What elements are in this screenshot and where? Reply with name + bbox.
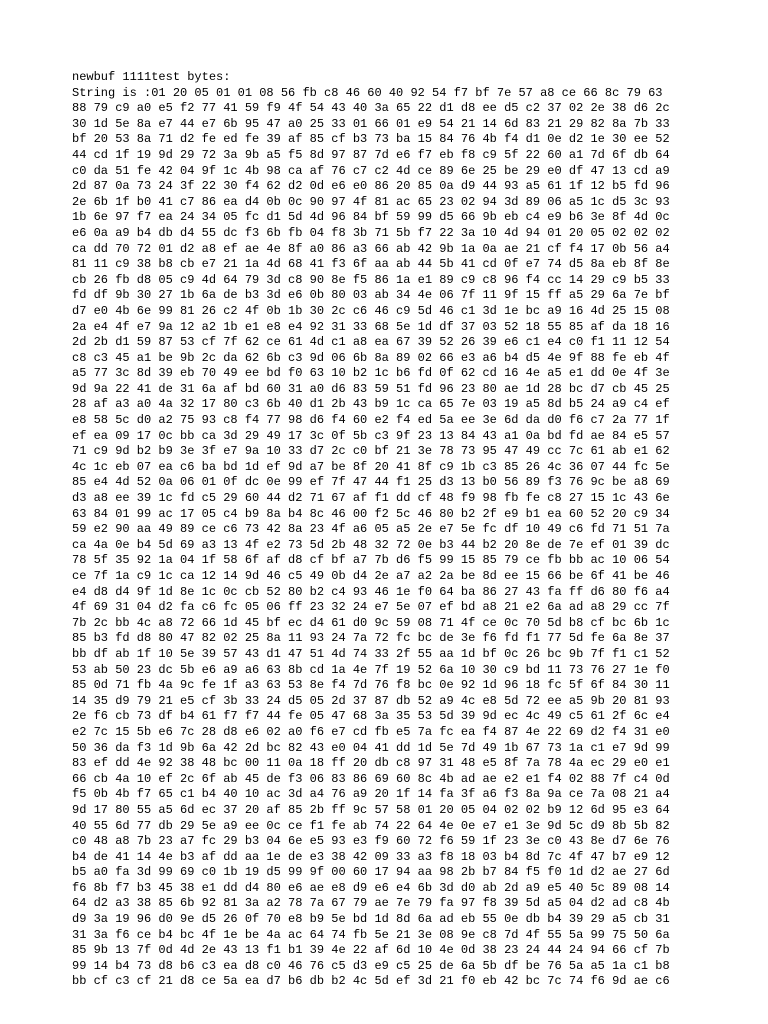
hex-line: 85 e4 4d 52 0a 06 01 0f dc 0e 99 ef 7f 47 44 f1 25 d3 13 b0 56 89 f3 76 9c be a8 69 [72, 475, 670, 490]
hex-line: 2a e4 4f e7 9a 12 a2 1b e1 e8 e4 92 31 33 68 5e 1d df 37 03 52 18 55 85 af da 18 16 [72, 319, 670, 334]
hex-line: 78 5f 35 92 1a 04 1f 58 6f af d8 cf bf a7 7b d6 f5 99 15 85 79 ce fb bb ac 10 06 54 [72, 553, 670, 568]
hex-dump-document [72, 70, 712, 990]
hex-line: 14 35 d9 79 21 e5 cf 3b 33 24 d5 05 2d 37 87 db 52 a9 4c e8 5d 72 ee a5 9b 20 81 93 [72, 693, 670, 708]
hex-line: fd df 9b 30 27 1b 6a de b3 3d e6 0b 80 03 ab 34 4e 06 7f 11 9f 15 ff a5 29 6a 7e bf [72, 288, 670, 303]
hex-line: 40 55 6d 77 db 29 5e a9 ee 0c ce f1 fe ab 74 22 64 4e 0e e7 e1 3e 9d 5c d9 8b 5b 82 [72, 818, 670, 833]
hex-line: 85 0d 71 fb 4a 9c fe 1f a3 63 53 8e f4 7d 76 f8 bc 0e 92 1d 96 18 fc 5f 6f 84 30 11 [72, 678, 670, 693]
hex-line: bf 20 53 8a 71 d2 fe ed fe 39 af 85 cf b3 73 ba 15 84 76 4b f4 d1 0e d2 1e 30 ee 52 [72, 132, 670, 147]
hex-line: a5 77 3c 8d 39 eb 70 49 ee bd f0 63 10 b2 1c b6 fd 0f 62 cd 16 4e a5 e1 dd 0e 4f 3e [72, 366, 670, 381]
hex-line: d7 e0 4b 6e 99 81 26 c2 4f 0b 1b 30 2c c6 46 c9 5d 46 c1 3d 1e bc a9 16 4d 25 15 08 [72, 303, 670, 318]
hex-line: d3 a8 ee 39 1c fd c5 29 60 44 d2 71 67 af f1 dd cf 48 f9 98 fb fe c8 27 15 1c 43 6e [72, 491, 670, 506]
hex-line: 66 cb 4a 10 ef 2c 6f ab 45 de f3 06 83 86 69 60 8c 4b ad ae e2 e1 f4 02 88 7f c4 0d [72, 771, 670, 786]
hex-line: 2d 2b d1 59 87 53 cf 7f 62 ce 61 4d c1 a8 ea 67 39 52 26 39 e6 c1 e4 c0 f1 11 12 54 [72, 335, 670, 350]
hex-line: 30 1d 5e 8a e7 44 e7 6b 95 47 a0 25 33 01 66 01 e9 54 21 14 6d 83 21 29 82 8a 7b 33 [72, 116, 670, 131]
hex-line: d9 3a 19 96 d0 9e d5 26 0f 70 e8 b9 5e bd 1d 8d 6a ad eb 55 0e db b4 39 29 a5 cb 31 [72, 912, 670, 927]
hex-line: e2 7c 15 5b e6 7c 28 d8 e6 02 a0 f6 e7 cd fb e5 7a fc ea f4 87 4e 22 69 d2 f4 31 e0 [72, 724, 670, 739]
hex-line: 7b 2c bb 4c a8 72 66 1d 45 bf ec d4 61 d0 9c 59 08 71 4f ce 0c 70 5d b8 cf bc 6b 1c [72, 615, 670, 630]
hex-line: 50 36 da f3 1d 9b 6a 42 2d bc 82 43 e0 04 41 dd 1d 5e 7d 49 1b 67 73 1a c1 e7 9d 99 [72, 740, 670, 755]
hex-line: ca dd 70 72 01 d2 a8 ef ae 4e 8f a0 86 a3 66 ab 42 9b 1a 0a ae 21 cf f4 17 0b 56 a4 [72, 241, 670, 256]
hex-line: 85 b3 fd d8 80 47 82 02 25 8a 11 93 24 7a 72 fc bc de 3e f6 fd f1 77 5d fe 6a 8e 37 [72, 631, 670, 646]
hex-line: e6 0a a9 b4 db d4 55 dc f3 6b fb 04 f8 3b 71 5b f7 22 3a 10 4d 94 01 20 05 02 02 02 [72, 225, 670, 240]
hex-line: 44 cd 1f 19 9d 29 72 3a 9b a5 f5 8d 97 87 7d e6 f7 eb f8 c9 5f 22 60 a1 7d 6f db 64 [72, 147, 670, 162]
hex-lines-block [72, 101, 712, 990]
hex-line: c0 48 a8 7b 23 a7 fc 29 b3 04 6e e5 93 e3 f9 60 72 f6 59 1f 23 3e c0 43 8e d7 6e 76 [72, 834, 670, 849]
hex-line: bb cf c3 cf 21 d8 ce 5a ea d7 b6 db b2 4c 5d ef 3d 21 f0 eb 42 bc 7c 74 f6 9d ae c6 [72, 974, 670, 989]
hex-line: b5 a0 fa 3d 99 69 c0 1b 19 d5 99 9f 00 60 17 94 aa 98 2b b7 84 f5 f0 1d d2 ae 27 6d [72, 865, 670, 880]
hex-line: b4 de 41 14 4e b3 af dd aa 1e de e3 38 42 09 33 a3 f8 18 03 b4 8d 7c 4f 47 b7 e9 12 [72, 849, 670, 864]
hex-line: 81 11 c9 38 b8 cb e7 21 1a 4d 68 41 f3 6f aa ab 44 5b 41 cd 0f e7 74 d5 8a eb 8f 8e [72, 257, 670, 272]
hex-line: 28 af a3 a0 4a 32 17 80 c3 6b 40 d1 2b 43 b9 1c ca 65 7e 03 19 a5 8d b5 24 a9 c4 ef [72, 397, 670, 412]
hex-line: bb df ab 1f 10 5e 39 57 43 d1 47 51 4d 74 33 2f 55 aa 1d bf 0c 26 bc 9b 7f f1 c1 52 [72, 646, 670, 661]
hex-line: ef ea 09 17 0c bb ca 3d 29 49 17 3c 0f 5b c3 9f 23 13 84 43 a1 0a bd fd ae 84 e5 57 [72, 428, 670, 443]
hex-line: 4c 1c eb 07 ea c6 ba bd 1d ef 9d a7 be 8f 20 41 8f c9 1b c3 85 26 4c 36 07 44 fc 5e [72, 459, 670, 474]
hex-line: 64 d2 a3 38 85 6b 92 81 3a a2 78 7a 67 79 ae 7e 79 fa 97 f8 39 5d a5 04 d2 ad c8 4b [72, 896, 670, 911]
hex-line: 53 ab 50 23 dc 5b e6 a9 a6 63 8b cd 1a 4e 7f 19 52 6a 10 30 c9 bd 11 73 76 27 1e f0 [72, 662, 670, 677]
hex-line: 9d 17 80 55 a5 6d ec 37 20 af 85 2b ff 9c 57 58 01 20 05 04 02 02 b9 12 6d 95 e3 64 [72, 802, 670, 817]
hex-line: 4f 69 31 04 d2 fa c6 fc 05 06 ff 23 32 24 e7 5e 07 ef bd a8 21 e2 6a ad a8 29 cc 7f [72, 600, 670, 615]
hex-line: 59 e2 90 aa 49 89 ce c6 73 42 8a 23 4f a6 05 a5 2e e7 5e fc df 10 49 c6 fd 71 51 7a [72, 522, 670, 537]
hex-line: c8 c3 45 a1 be 9b 2c da 62 6b c3 9d 06 6b 8a 89 02 66 e3 a6 b4 d5 4e 9f 88 fe eb 4f [72, 350, 670, 365]
hex-line: cb 26 fb d8 05 c9 4d 64 79 3d c8 90 8e f5 86 1a e1 89 c9 c8 96 f4 cc 14 29 c9 b5 33 [72, 272, 670, 287]
hex-line: ca 4a 0e b4 5d 69 a3 13 4f e2 73 5d 2b 48 32 72 0e b3 44 b2 20 8e de 7e ef 01 39 dc [72, 537, 670, 552]
hex-line: 88 79 c9 a0 e5 f2 77 41 59 f9 4f 54 43 40 3a 65 22 d1 d8 ee d5 c2 37 02 2e 38 d6 2c [72, 101, 670, 116]
hex-line: 2d 87 0a 73 24 3f 22 30 f4 62 d2 0d e6 e0 86 20 85 0a d9 44 93 a5 61 1f 12 b5 fd 96 [72, 179, 670, 194]
hex-line: 9d 9a 22 41 de 31 6a af bd 60 31 a0 d6 83 59 51 fd 96 23 80 ae 1d 28 bc d7 cb 45 25 [72, 381, 670, 396]
hex-line: 83 ef dd 4e 92 38 48 bc 00 11 0a 18 ff 20 db c8 97 31 48 e5 8f 7a 78 4a ec 29 e0 e1 [72, 756, 670, 771]
hex-line: e8 58 5c d0 a2 75 93 c8 f4 77 98 d6 f4 60 e2 f4 ed 5a ee 3e 6d da d0 f6 c7 2a 77 1f [72, 413, 670, 428]
hex-line: 2e f6 cb 73 df b4 61 f7 f7 44 fe 05 47 68 3a 35 53 5d 39 9d ec 4c 49 c5 61 2f 6c e4 [72, 709, 670, 724]
hex-line: 85 9b 13 7f 0d 4d 2e 43 13 f1 b1 39 4e 22 af 6d 10 4e 0d 38 23 24 44 24 94 66 cf 7b [72, 943, 670, 958]
hex-line: f5 0b 4b f7 65 c1 b4 40 10 ac 3d a4 76 a9 20 1f 14 fa 3f a6 f3 8a 9a ce 7a 08 21 a4 [72, 787, 670, 802]
hex-line: 63 84 01 99 ac 17 05 c4 b9 8a b4 8c 46 00 f2 5c 46 80 b2 2f e9 b1 ea 60 52 20 c9 34 [72, 506, 670, 521]
hex-line: e4 d8 d4 9f 1d 8e 1c 0c cb 52 80 b2 c4 93 46 1e f0 64 ba 86 27 43 fa ff d6 80 f6 a4 [72, 584, 670, 599]
hex-line: 71 c9 9d b2 b9 3e 3f e7 9a 10 33 d7 2c c0 bf 21 3e 78 73 95 47 49 cc 7c 61 ab e1 62 [72, 444, 670, 459]
hex-line: f6 8b f7 b3 45 38 e1 dd d4 80 e6 ae e8 d9 e6 e4 6b 3d d0 ab 2d a9 e5 40 5c 89 08 14 [72, 880, 670, 895]
hex-line: ce 7f 1a c9 1c ca 12 14 9d 46 c5 49 0b d4 2e a7 a2 2a be 8d ee 15 66 be 6f 41 be 46 [72, 569, 670, 583]
hex-line: 2e 6b 1f b0 41 c7 86 ea d4 0b 0c 90 97 4f 81 ac 65 23 02 94 3d 89 06 a5 1c d5 3c 93 [72, 194, 670, 209]
hex-line: 1b 6e 97 f7 ea 24 34 05 fc d1 5d 4d 96 84 bf 59 99 d5 66 9b eb c4 e9 b6 3e 8f 4d 0c [72, 210, 670, 225]
hex-line: 31 3a f6 ce b4 bc 4f 1e be 4a ac 64 74 fb 5e 21 3e 08 9e c8 7d 4f 55 5a 99 75 50 6a [72, 927, 670, 942]
string-prefix-line: String is :01 20 05 01 01 08 56 fb c8 46 60 40 92 54 f7 bf 7e 57 a8 ce 66 8c 79 63 [72, 85, 663, 100]
hex-line: c0 da 51 fe 42 04 9f 1c 4b 98 ca af 76 c7 c2 4d ce 89 6e 25 be 29 e0 df 47 13 cd a9 [72, 163, 670, 178]
dump-title: newbuf 1111test bytes: [72, 70, 231, 84]
hex-line: 99 14 b4 73 d8 b6 c3 ea d8 c0 46 76 c5 d3 e9 c5 25 de 6a 5b df be 76 5a a5 1a c1 b8 [72, 958, 670, 973]
